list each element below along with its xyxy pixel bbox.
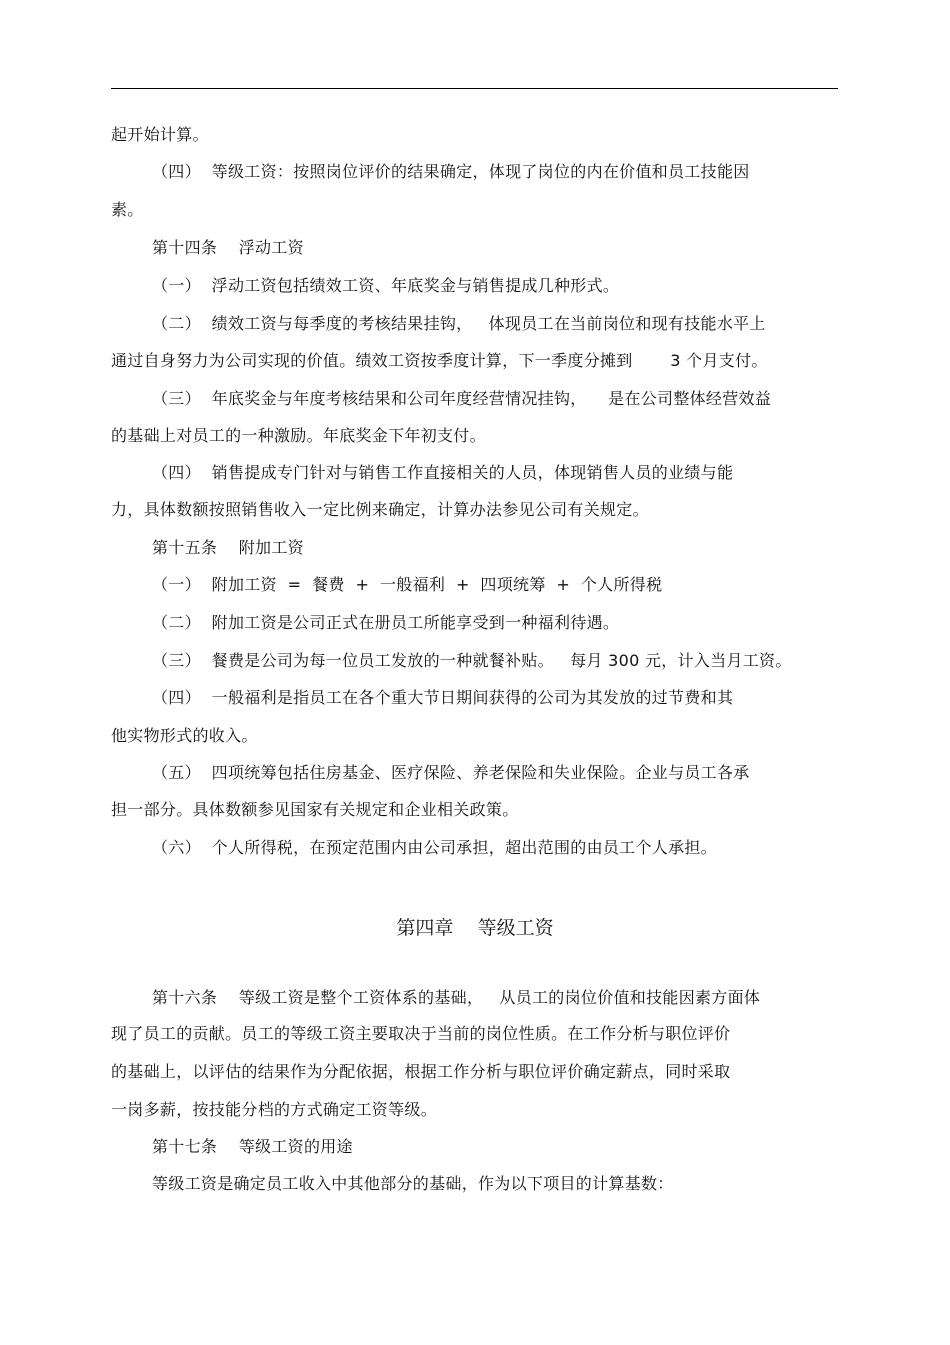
paragraph-line: 的基础上对员工的一种激励。年底奖金下年初支付。	[111, 426, 486, 445]
paragraph-line: 素。	[111, 200, 144, 219]
paragraph-line: （一） 浮动工资包括绩效工资、年底奖金与销售提成几种形式。	[152, 276, 620, 295]
paragraph-line: 的基础上，以评估的结果作为分配依据，根据工作分析与职位评价确定薪点，同时采取	[111, 1062, 731, 1081]
paragraph-line: 力，具体数额按照销售收入一定比例来确定，计算办法参见公司有关规定。	[111, 500, 649, 519]
paragraph-line: （四） 一般福利是指员工在各个重大节日期间获得的公司为其发放的过节费和其	[152, 688, 734, 707]
paragraph-line: （三） 年底奖金与年度考核结果和公司年度经营情况挂钩， 是在公司整体经营效益	[152, 389, 772, 408]
article-heading: 第十五条 附加工资	[152, 538, 304, 557]
paragraph-line: （一） 附加工资 = 餐费 + 一般福利 + 四项统筹 + 个人所得税	[152, 575, 663, 594]
chapter-title: 第四章 等级工资	[396, 917, 554, 939]
paragraph-line: 第十六条 等级工资是整个工资体系的基础， 从员工的岗位价值和技能因素方面体	[152, 988, 761, 1007]
paragraph-line: 担一部分。具体数额参见国家有关规定和企业相关政策。	[111, 800, 519, 819]
paragraph-line: （四） 销售提成专门针对与销售工作直接相关的人员，体现销售人员的业绩与能	[152, 463, 734, 482]
paragraph-line: 一岗多薪，按技能分档的方式确定工资等级。	[111, 1100, 438, 1119]
paragraph-line: （二） 绩效工资与每季度的考核结果挂钩， 体现员工在当前岗位和现有技能水平上	[152, 314, 766, 333]
paragraph-line: （四） 等级工资：按照岗位评价的结果确定，体现了岗位的内在价值和员工技能因	[152, 162, 750, 181]
paragraph-line: （六） 个人所得税，在预定范围内由公司承担，超出范围的由员工个人承担。	[152, 838, 717, 857]
paragraph-line: （三） 餐费是公司为每一位员工发放的一种就餐补贴。 每月 300 元，计入当月工资。	[152, 651, 792, 670]
paragraph-line: 等级工资是确定员工收入中其他部分的基础，作为以下项目的计算基数：	[152, 1174, 674, 1193]
paragraph-line: 起开始计算。	[111, 125, 209, 144]
paragraph-line: （二） 附加工资是公司正式在册员工所能享受到一种福利待遇。	[152, 613, 620, 632]
header-rule	[111, 88, 838, 89]
article-heading: 第十七条 等级工资的用途	[152, 1137, 353, 1156]
paragraph-line: （五） 四项统筹包括住房基金、医疗保险、养老保险和失业保险。企业与员工各承	[152, 763, 750, 782]
paragraph-line: 他实物形式的收入。	[111, 726, 258, 745]
paragraph-line: 现了员工的贡献。员工的等级工资主要取决于当前的岗位性质。在工作分析与职位评价	[111, 1024, 731, 1043]
paragraph-line: 通过自身努力为公司实现的价值。绩效工资按季度计算，下一季度分摊到 3 个月支付。	[111, 351, 768, 370]
article-heading: 第十四条 浮动工资	[152, 238, 304, 257]
